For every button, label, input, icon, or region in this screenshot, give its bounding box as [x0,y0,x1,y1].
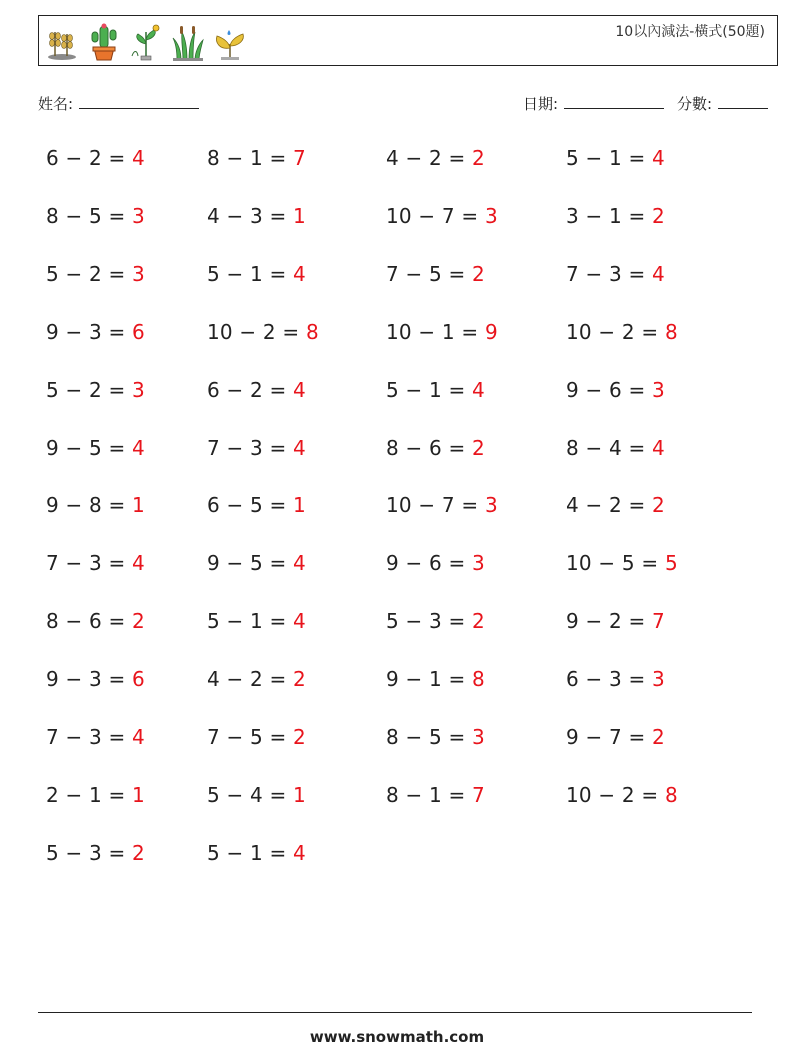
problem-item [386,609,485,633]
problem-answer: 4 [293,435,306,460]
problem-answer: 2 [472,609,485,634]
problem-item [207,841,306,865]
problem-answer: 3 [472,551,485,576]
problem-item [46,493,145,517]
problem-expression: 8 − 5 = [46,203,126,228]
problem-expression: 9 − 8 = [46,493,126,518]
problem-answer: 4 [472,377,485,402]
problem-expression: 10 − 2 = [207,319,300,344]
problem-expression: 9 − 5 = [207,551,287,576]
worksheet-title: 10以內減法-橫式(50題) [615,24,765,40]
problem-answer: 3 [652,667,665,692]
problem-item [386,783,485,807]
problem-expression: 5 − 1 = [207,840,287,865]
problem-item [46,262,145,286]
problem-expression: 8 − 6 = [386,435,466,460]
problem-item [566,783,678,807]
problem-item [207,493,306,517]
problem-item [386,262,485,286]
problem-item [566,204,665,228]
problem-item [207,667,306,691]
problem-expression: 5 − 1 = [207,609,287,634]
problem-answer: 3 [484,493,498,518]
problem-answer: 3 [484,203,498,228]
problem-item [386,725,485,749]
problem-expression: 9 − 5 = [46,435,126,460]
problem-expression: 7 − 3 = [46,725,126,749]
problem-answer: 8 [305,319,319,344]
date-label: 日期: [523,95,559,113]
problem-expression: 10 − 2 = [566,319,659,344]
problem-expression: 9 − 7 = [566,725,646,749]
problem-item [207,204,306,228]
problem-item [566,725,665,749]
problem-answer: 1 [132,493,145,518]
problem-expression: 10 − 1 = [386,319,479,344]
problem-answer: 2 [293,667,306,692]
problem-item [566,609,665,633]
problem-answer: 6 [132,319,145,344]
problem-expression: 9 − 2 = [566,609,646,634]
problem-item [46,667,145,691]
problem-expression: 5 − 1 = [566,146,646,170]
problem-item [207,262,306,286]
problem-expression: 9 − 6 = [566,377,646,402]
problem-answer: 4 [293,551,306,576]
problem-item [386,320,498,344]
problem-answer: 2 [472,435,485,460]
problem-answer: 4 [293,377,306,402]
problem-answer: 7 [652,609,665,634]
problem-answer: 4 [132,551,145,576]
problem-answer: 7 [293,146,306,170]
problem-expression: 10 − 5 = [566,551,659,576]
score-label: 分數: [677,95,713,113]
problem-item [386,493,498,517]
problem-expression: 2 − 1 = [46,782,126,807]
problem-expression: 5 − 3 = [46,840,126,865]
problem-item [46,378,145,402]
problem-answer: 3 [132,203,145,228]
problem-answer: 8 [664,782,678,807]
problem-item [566,436,665,460]
problem-item [566,146,665,170]
problem-item [207,378,306,402]
problem-expression: 5 − 1 = [207,261,287,286]
problem-expression: 8 − 5 = [386,725,466,749]
problem-answer: 2 [132,840,145,865]
problem-answer: 2 [293,725,306,749]
problem-item [46,725,145,749]
problem-item [207,783,306,807]
name-label: 姓名: [38,95,74,113]
problem-answer: 5 [664,551,678,576]
problem-expression: 9 − 1 = [386,667,466,692]
problem-expression: 3 − 1 = [566,203,646,228]
problem-expression: 6 − 2 = [207,377,287,402]
problem-item [207,609,306,633]
problem-expression: 5 − 1 = [386,377,466,402]
problem-item [46,204,145,228]
problem-expression: 5 − 4 = [207,782,287,807]
problem-answer: 9 [484,319,498,344]
footer-divider [38,1012,752,1013]
problem-expression: 4 − 3 = [207,203,287,228]
problem-item [207,146,306,170]
problem-item [566,320,678,344]
problem-answer: 8 [472,667,485,692]
problem-item [386,204,498,228]
problem-expression: 4 − 2 = [386,146,466,170]
problem-item [566,493,665,517]
problem-expression: 4 − 2 = [566,493,646,518]
problem-answer: 7 [472,782,485,807]
problem-answer: 3 [132,261,145,286]
problem-item [566,262,665,286]
problem-answer: 4 [132,435,145,460]
problem-item [566,667,665,691]
problem-item [566,551,678,575]
problem-item [386,551,485,575]
problem-answer: 2 [472,146,485,170]
problem-expression: 9 − 3 = [46,319,126,344]
problem-item [207,725,306,749]
problem-answer: 2 [652,203,665,228]
problem-expression: 5 − 2 = [46,377,126,402]
problem-item [386,378,485,402]
problem-answer: 3 [472,725,485,749]
problem-expression: 5 − 2 = [46,261,126,286]
problem-item [566,378,665,402]
problem-item [386,667,485,691]
problem-expression: 8 − 1 = [207,146,287,170]
problem-answer: 4 [652,146,665,170]
problem-expression: 8 − 4 = [566,435,646,460]
problem-expression: 10 − 7 = [386,203,479,228]
problem-item [207,320,319,344]
problem-answer: 4 [293,609,306,634]
problem-item [46,320,145,344]
problem-answer: 2 [472,261,485,286]
problem-expression: 6 − 3 = [566,667,646,692]
problem-item [386,146,485,170]
problem-item [207,436,306,460]
problem-expression: 8 − 1 = [386,782,466,807]
problem-answer: 4 [132,725,145,749]
problem-item [207,551,306,575]
problem-answer: 1 [132,782,145,807]
problem-answer: 1 [293,493,306,518]
problem-expression: 6 − 2 = [46,146,126,170]
problem-expression: 7 − 5 = [386,261,466,286]
problem-expression: 7 − 5 = [207,725,287,749]
problem-expression: 4 − 2 = [207,667,287,692]
problem-expression: 5 − 3 = [386,609,466,634]
problem-expression: 7 − 3 = [566,261,646,286]
problem-expression: 7 − 3 = [46,551,126,576]
problem-item [386,436,485,460]
problem-item [46,436,145,460]
footer-url: www.snowmath.com [309,1028,485,1046]
problem-answer: 1 [293,782,306,807]
problem-expression: 9 − 6 = [386,551,466,576]
problem-answer: 4 [652,261,665,286]
problem-answer: 6 [132,667,145,692]
problem-expression: 10 − 2 = [566,782,659,807]
problem-answer: 4 [132,146,145,170]
problem-answer: 4 [652,435,665,460]
problem-answer: 3 [132,377,145,402]
problem-answer: 4 [293,261,306,286]
problem-item [46,146,145,170]
problem-item [46,841,145,865]
problem-expression: 10 − 7 = [386,493,479,518]
problem-answer: 2 [652,725,665,749]
problem-answer: 3 [652,377,665,402]
problem-item [46,783,145,807]
problem-answer: 1 [293,203,306,228]
problem-item [46,609,145,633]
problem-item [46,551,145,575]
problem-expression: 9 − 3 = [46,667,126,692]
problem-answer: 2 [652,493,665,518]
problem-expression: 6 − 5 = [207,493,287,518]
problem-answer: 8 [664,319,678,344]
problem-answer: 4 [293,840,306,865]
problem-expression: 8 − 6 = [46,609,126,634]
problem-answer: 2 [132,609,145,634]
problem-expression: 7 − 3 = [207,435,287,460]
